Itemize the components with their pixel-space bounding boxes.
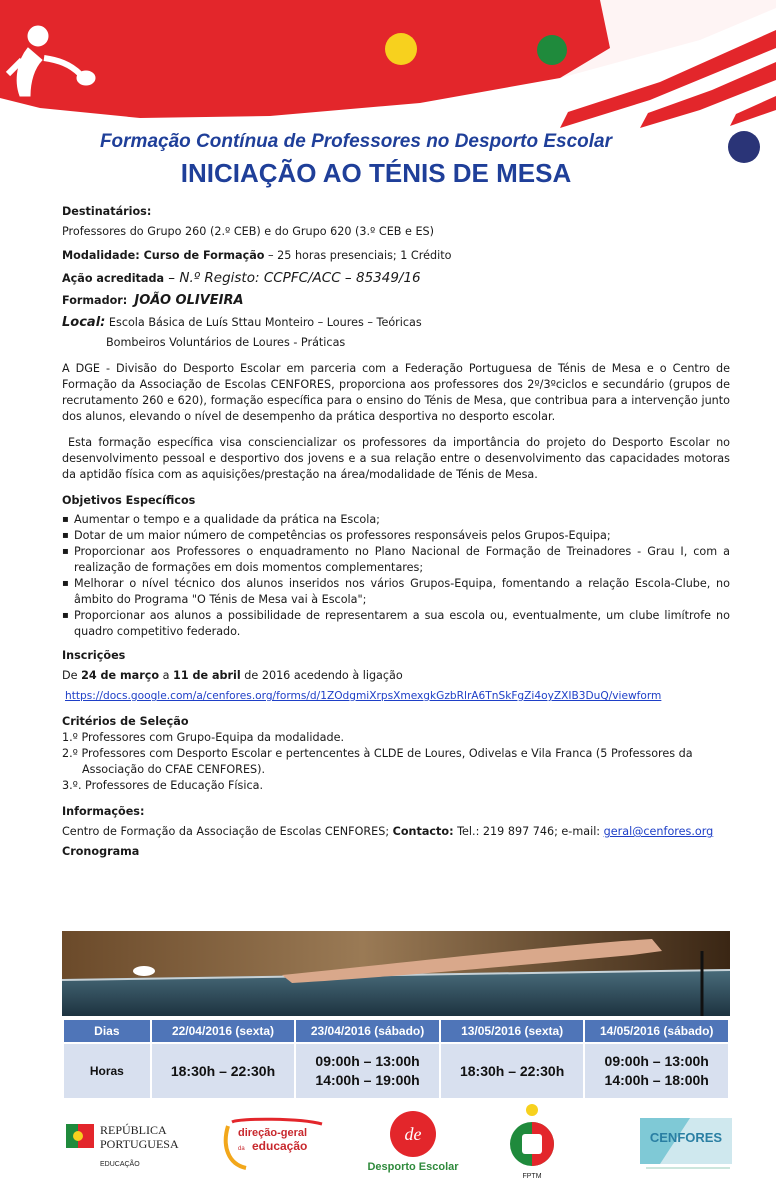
- formador-label: Formador:: [62, 294, 128, 307]
- ball-icon: [133, 966, 155, 976]
- intro-paragraph: A DGE - Divisão do Desporto Escolar em parceria com a Federação Portuguesa de Ténis de Mesa e o Centro de Formação da Associação de Escolas CENFORES, proporciona aos professores dos 2º/3ºciclos e secundário (grupos de recrutamento 260 e 620), formação específica para o ensino do Ténis de Mesa, que contribua para a intervenção junto dos alunos, elevando o nível de desempenho da prática desportiva no desporto escolar.: [62, 362, 730, 423]
- schedule-table: [62, 1018, 730, 1100]
- inscricoes-pre: De: [62, 669, 82, 682]
- table-cell: [584, 1043, 729, 1099]
- table-row: [63, 1043, 729, 1099]
- table-cell: [151, 1043, 296, 1099]
- republica-line1: REPÚBLICA: [100, 1123, 167, 1137]
- cenfores-logo: [640, 1118, 732, 1168]
- table-header-cell: 14/05/2016 (sábado): [584, 1019, 729, 1043]
- date-to: 11 de abril: [173, 669, 241, 682]
- svg-text:de: de: [404, 1124, 422, 1144]
- time-range: 09:00h – 13:00h: [604, 1053, 709, 1069]
- dge-line3: educação: [252, 1139, 308, 1153]
- fptm-label: FPTM: [522, 1173, 542, 1180]
- criterios-list: [62, 730, 730, 794]
- formador-name: JOÃO OLIVEIRA: [134, 293, 244, 308]
- informacoes-text: Centro de Formação da Associação de Escolas CENFORES;: [62, 825, 393, 838]
- objetivos-list: [62, 512, 730, 640]
- time-range: 14:00h – 19:00h: [315, 1072, 420, 1088]
- inscricoes-mid: a: [159, 669, 174, 682]
- email-link[interactable]: geral@cenfores.org: [603, 825, 714, 838]
- red-stripe-3: [730, 96, 776, 126]
- local-label: Local:: [62, 315, 106, 330]
- list-item: ▪ Dotar de um maior número de competências os professores responsáveis pelos Grupos-Equipa;: [62, 528, 730, 544]
- dge-line1: direção-geral: [238, 1127, 308, 1139]
- time-range: 18:30h – 22:30h: [170, 1062, 276, 1079]
- criterios-heading: Critérios de Seleção: [62, 715, 189, 728]
- sponsor-logos: [0, 1096, 776, 1200]
- list-item: ▪ Proporcionar aos Professores o enquadramento no Plano Nacional de Formação de Treinadores - Grau I, com a realização de formações em dois momentos complementares;: [62, 544, 730, 576]
- modalidade-label: Modalidade: Curso de Formação: [62, 249, 265, 262]
- date-from: 24 de março: [81, 669, 160, 682]
- republica-portuguesa-logo: [66, 1123, 179, 1168]
- yellow-ball: [385, 33, 417, 65]
- table-header-cell: 22/04/2016 (sexta): [151, 1019, 296, 1043]
- green-ball: [537, 35, 567, 65]
- table-tennis-photo: [62, 931, 730, 1016]
- document-body: [62, 204, 730, 860]
- inscricoes-dates: [62, 668, 730, 684]
- dge-line2: da: [238, 1146, 245, 1152]
- acao-label: Ação acreditada: [62, 272, 165, 285]
- desporto-label: Desporto Escolar: [367, 1161, 459, 1173]
- desporto-escolar-logo: [367, 1111, 459, 1173]
- modalidade-text: – 25 horas presenciais; 1 Crédito: [264, 249, 452, 262]
- list-item: 3.º. Professores de Educação Física.: [62, 779, 264, 792]
- acao-registo: – N.º Registo: CCPFC/ACC – 85349/16: [164, 270, 421, 286]
- inscricoes-post: de 2016 acedendo à ligação: [240, 669, 403, 682]
- list-item: 1.º Professores com Grupo-Equipa da modalidade.: [62, 731, 345, 744]
- table-header-cell: 13/05/2016 (sexta): [440, 1019, 585, 1043]
- time-range: 14:00h – 18:00h: [604, 1072, 709, 1088]
- destinatarios-text: Professores do Grupo 260 (2.º CEB) e do Grupo 620 (3.º CEB e ES): [62, 225, 434, 238]
- table-cell: [440, 1043, 585, 1099]
- informacoes-line: [62, 824, 730, 840]
- local-line1: Escola Básica de Luís Sttau Monteiro – Loures – Teóricas: [105, 316, 422, 329]
- cenfores-label: CENFORES: [649, 1130, 723, 1145]
- informacoes-heading: Informações:: [62, 805, 145, 818]
- list-item: ▪ Melhorar o nível técnico dos alunos inseridos nos vários Grupos-Equipa, fomentando a relação Escola-Clube, no âmbito do Programa "O Ténis de Mesa vai à Escola";: [62, 576, 730, 608]
- page-title: INICIAÇÃO AO TÉNIS DE MESA: [180, 158, 572, 188]
- contact-phone: Tel.: 219 897 746; e-mail:: [453, 825, 604, 838]
- page-subtitle: Formação Contínua de Professores no Desporto Escolar: [99, 131, 613, 152]
- local-line: [62, 315, 730, 331]
- list-item: ▪ Aumentar o tempo e a qualidade da prática na Escola;: [62, 512, 730, 528]
- list-item: ▪ Proporcionar aos alunos a possibilidade de representarem a sua escola ou, eventualmente, um clube limítrofe no quadro competitivo federado.: [62, 608, 730, 640]
- table-header-row: [63, 1019, 729, 1043]
- formador-line: [62, 293, 730, 309]
- list-item: 2.º Professores com Desporto Escolar e pertencentes à CLDE de Loures, Odivelas e Vila Franca (5 Professores da Associação do CFAE CENFORES).: [62, 747, 693, 776]
- objetivos-heading: Objetivos Específicos: [62, 494, 196, 507]
- registration-link[interactable]: https://docs.google.com/a/cenfores.org/forms/d/1ZOdgmiXrpsXmexgkGzbRlrA6TnSkFgZi4oyZXIB3DuQ/viewform: [65, 690, 662, 702]
- inscricoes-heading: Inscrições: [62, 649, 126, 662]
- local-line2: Bombeiros Voluntários de Loures - Práticas: [106, 336, 346, 349]
- fptm-logo: [510, 1104, 554, 1180]
- republica-line2: PORTUGUESA: [100, 1137, 179, 1151]
- modalidade-line: [62, 248, 730, 264]
- table-header-cell: Dias: [63, 1019, 151, 1043]
- time-range: 18:30h – 22:30h: [459, 1062, 565, 1079]
- table-cell: [295, 1043, 440, 1099]
- table-header-cell: 23/04/2016 (sábado): [295, 1019, 440, 1043]
- purpose-paragraph: Esta formação específica visa consciencializar os professores da importância do projeto do Desporto Escolar no desenvolvimento pessoal e desportivo dos jovens e a sua relação entre o desenvolvimento das capacidades motoras da aptidão física com as aquisições/prestação na área/modalidade de Ténis de Mesa.: [62, 436, 730, 481]
- time-range: 09:00h – 13:00h: [315, 1053, 420, 1069]
- destinatarios-label: Destinatários:: [62, 205, 152, 218]
- dge-logo: [226, 1119, 322, 1168]
- contact-label: Contacto:: [392, 825, 454, 838]
- acao-line: [62, 270, 730, 287]
- republica-line3: EDUCAÇÃO: [100, 1161, 140, 1168]
- cronograma-heading: Cronograma: [62, 845, 140, 858]
- row-label: Horas: [63, 1043, 151, 1099]
